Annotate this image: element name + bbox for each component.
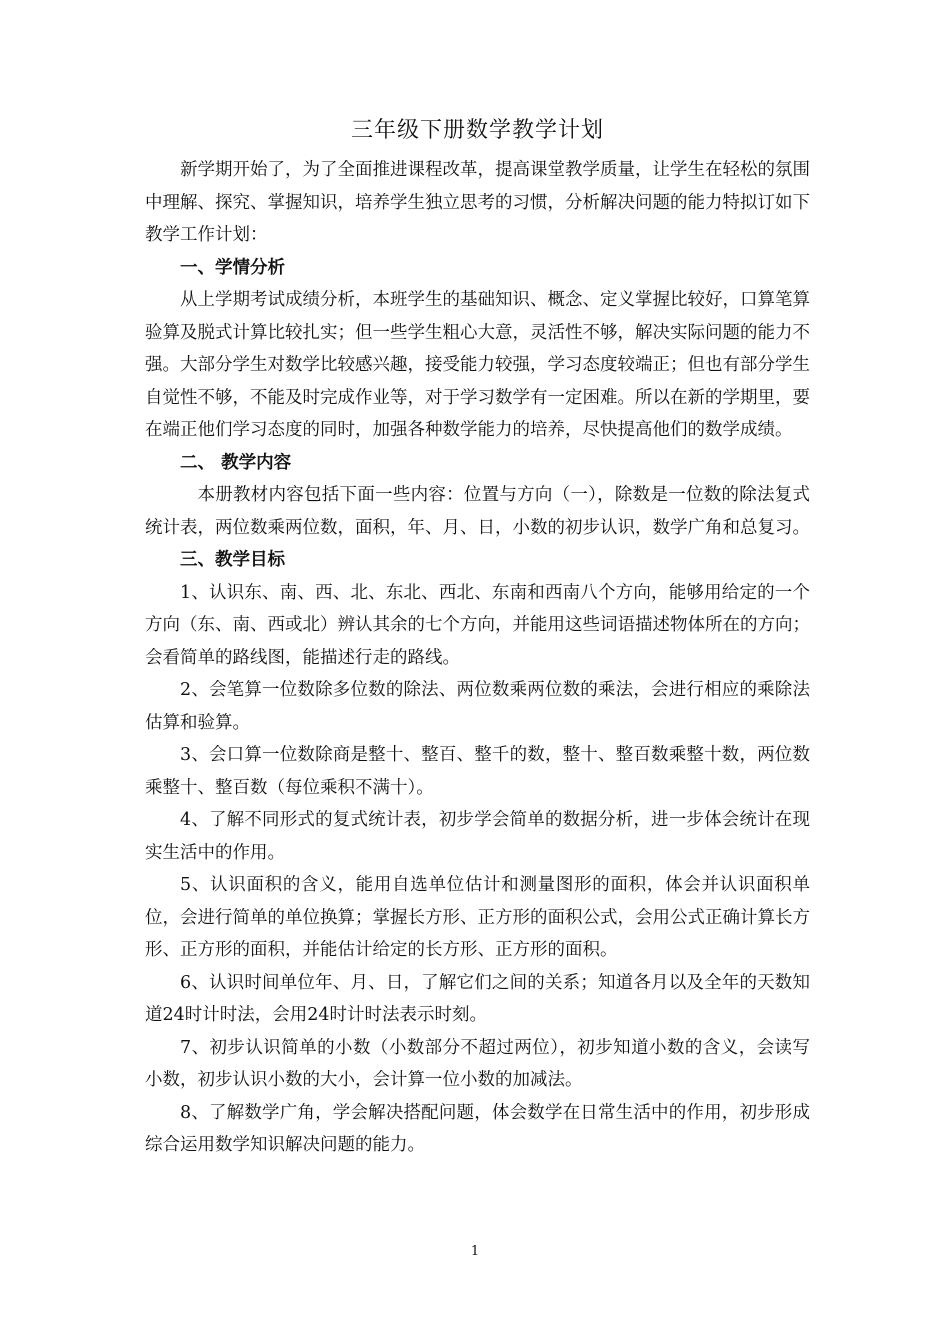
goal-item-4: 4、了解不同形式的复式统计表，初步学会简单的数据分析，进一步体会统计在现实生活中的作用。 (145, 810, 810, 863)
goal-item-2: 2、会笔算一位数除多位数的除法、两位数乘两位数的乘法，会进行相应的乘除法估算和验算。 (145, 680, 810, 733)
section-heading-analysis: 一、学情分析 (180, 257, 285, 278)
goal-item-1: 1、认识东、南、西、北、东北、西北、东南和西南八个方向，能够用给定的一个方向（东、南、西或北）辨认其余的七个方向，并能用这些词语描述物体所在的方向；会看简单的路线图，能描述行走的路线。 (145, 582, 810, 668)
document-title: 三年级下册数学教学计划 (350, 118, 604, 143)
page-number: 1 (470, 1244, 480, 1259)
section-heading-content: 二、 教学内容 (180, 452, 292, 473)
document-body (145, 112, 810, 1162)
goal-item-3: 3、会口算一位数除商是整十、整百、整千的数，整十、整百数乘整十数，两位数乘整十、整百数（每位乘积不满十）。 (145, 745, 810, 798)
section-heading-goals: 三、教学目标 (180, 550, 285, 570)
goal-item-6: 6、认识时间单位年、月、日，了解它们之间的关系；知道各月以及全年的天数知道24时计时法，会用24时计时法表示时刻。 (145, 972, 810, 1025)
analysis-paragraph: 从上学期考试成绩分析，本班学生的基础知识、概念、定义掌握比较好，口算笔算验算及脱式计算比较扎实；但一些学生粗心大意，灵活性不够，解决实际问题的能力不强。大部分学生对数学比较感兴趣，接受能力较强，学习态度较端正；但也有部分学生自觉性不够，不能及时完成作业等，对于学习数学有一定困难。所以在新的学期里，要在端正他们学习态度的同时，加强各种数学能力的培养，尽快提高他们的数学成绩。 (145, 290, 810, 440)
goal-item-7: 7、初步认识简单的小数（小数部分不超过两位），初步知道小数的含义，会读写小数，初步认识小数的大小，会计算一位小数的加减法。 (145, 1037, 810, 1090)
goal-item-8: 8、了解数学广角，学会解决搭配问题，体会数学在日常生活中的作用，初步形成综合运用数学知识解决问题的能力。 (145, 1102, 810, 1155)
goal-item-5: 5、认识面积的含义，能用自选单位估计和测量图形的面积，体会并认识面积单位，会进行简单的单位换算；掌握长方形、正方形的面积公式，会用公式正确计算长方形、正方形的面积，并能估计给定的长方形、正方形的面积。 (145, 875, 810, 960)
content-paragraph: 本册教材内容包括下面一些内容：位置与方向（一），除数是一位数的除法复式统计表，两位数乘两位数，面积，年、月、日，小数的初步认识，数学广角和总复习。 (145, 485, 810, 538)
intro-paragraph: 新学期开始了，为了全面推进课程改革，提高课堂教学质量，让学生在轻松的氛围中理解、探究、掌握知识，培养学生独立思考的习惯，分析解决问题的能力特拟订如下教学工作计划： (145, 160, 810, 245)
